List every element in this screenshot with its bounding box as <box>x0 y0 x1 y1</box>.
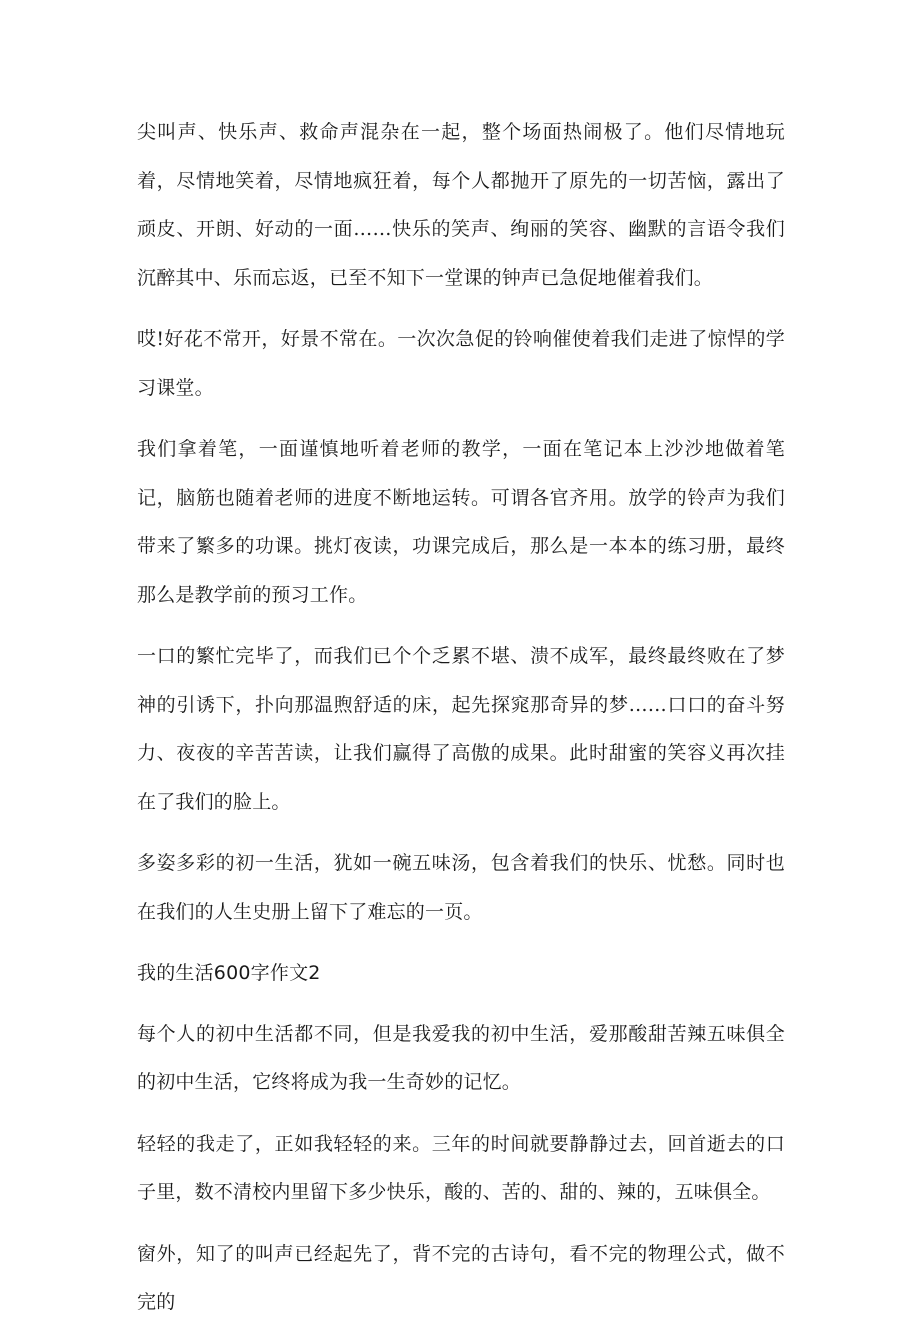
section-title: 我的生活600字作文2 <box>137 962 321 984</box>
paragraph: 一口的繁忙完毕了，而我们已个个乏累不堪、溃不成军，最终最终败在了梦神的引诱下，扑向那温煦舒适的床，起先探窕那奇异的梦……口口的奋斗努力、夜夜的辛苦苦读，让我们赢得了高傲的成果。此时甜蜜的笑容义再次挂在了我们的脸上。 <box>137 645 785 813</box>
document-page <box>137 108 785 1340</box>
paragraph: 尖叫声、快乐声、救命声混杂在一起，整个场面热闹极了。他们尽情地玩着，尽情地笑着，尽情地疯狂着，每个人都抛开了原先的一切苦恼，露出了顽皮、开朗、好动的一面……快乐的笑声、绚丽的笑容、幽默的言语令我们沉醉其中、乐而忘返，已至不知下一堂课的钟声已急促地催着我们。 <box>137 121 785 289</box>
paragraph: 每个人的初中生活都不同，但是我爱我的初中生活，爱那酸甜苦辣五味俱全的初中生活，它终将成为我一生奇妙的记忆。 <box>137 1022 785 1093</box>
paragraph: 我们拿着笔，一面谨慎地听着老师的教学，一面在笔记本上沙沙地做着笔记，脑筋也随着老师的进度不断地运转。可谓各官齐用。放学的铃声为我们带来了繁多的功课。挑灯夜读，功课完成后，那么是一本本的练习册，最终那么是教学前的预习工作。 <box>137 438 785 606</box>
paragraph: 轻轻的我走了，正如我轻轻的来。三年的时间就要静静过去，回首逝去的口子里，数不清校内里留下多少快乐，酸的、苦的、甜的、辣的，五味俱全。 <box>137 1132 785 1203</box>
paragraph: 多姿多彩的初一生活，犹如一碗五味汤，包含着我们的快乐、忧愁。同时也在我们的人生史册上留下了难忘的一页。 <box>137 852 785 923</box>
paragraph: 窗外，知了的叫声已经起先了，背不完的古诗句，看不完的物理公式，做不完的 <box>137 1242 785 1313</box>
paragraph: 哎!好花不常开，好景不常在。一次次急促的铃响催使着我们走进了惊悍的学习课堂。 <box>137 328 785 399</box>
